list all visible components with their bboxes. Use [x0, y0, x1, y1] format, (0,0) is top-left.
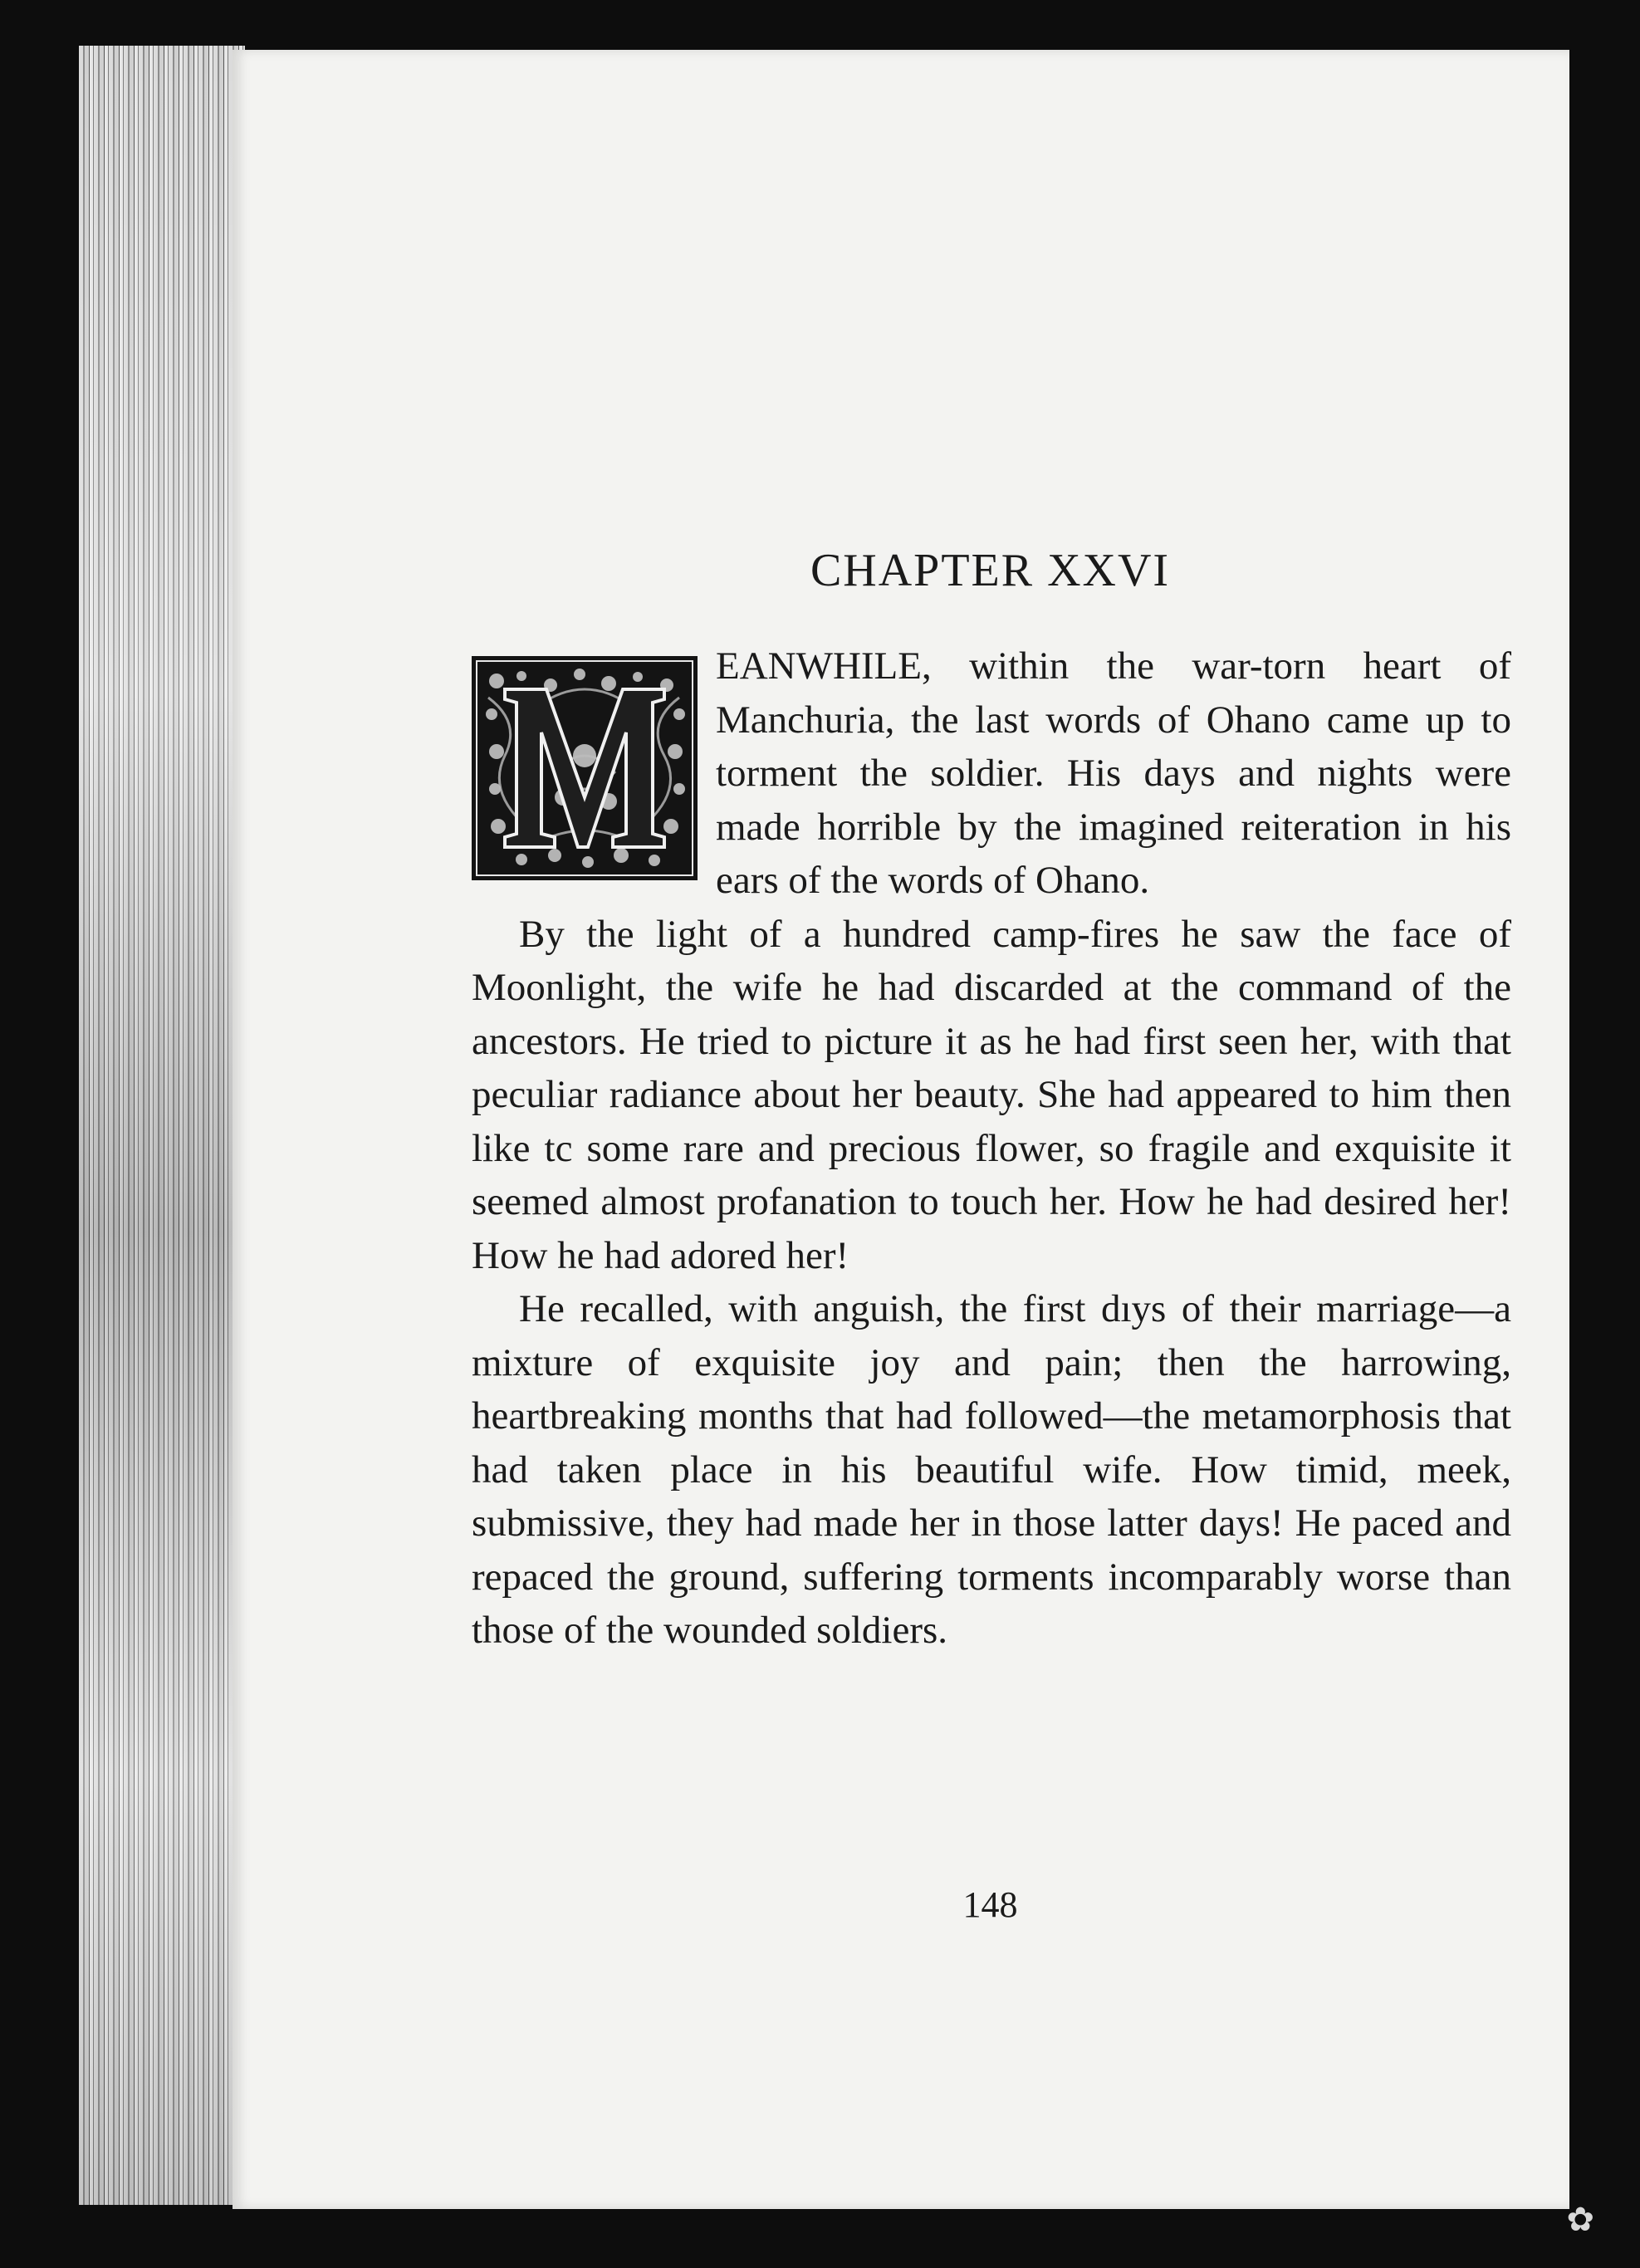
paragraph-1: EANWHILE, within the war-torn heart of Manchuria, the last words of Ohano came up to torment the soldier. His days and nights were made horrible by the imagined reiteration in his ears of the words of Ohano. — [716, 644, 1511, 902]
page-number: 148 — [962, 1884, 1018, 1925]
scan-speck-icon: ✿ — [1566, 2201, 1594, 2239]
chapter-body — [472, 639, 1511, 1658]
ornamental-initial-m-icon — [472, 656, 698, 880]
paragraph-3: He recalled, with anguish, the first dıys of their marriage—a mixture of exquisite joy and pain; then the harrowing, heartbreaking months that had followed—the metamorphosis that had taken place in his beautiful wife. How timid, meek, submissive, they had made her in those latter days! He paced and repaced the ground, suffering torments incomparably worse than those of the wounded soldiers. — [472, 1287, 1511, 1652]
paragraph-2: By the light of a hundred camp-fires he saw the face of Moonlight, the wife he had discarded at the command of the ancestors. He tried to picture it as he had first seen her, with that peculiar radiance about her beauty. She had appeared to him then like tc some rare and precious flower, so fragile and exquisite it seemed almost profanation to touch her. How he had desired her! How he had adored her! — [472, 912, 1511, 1277]
chapter-heading: CHAPTER XXVI — [810, 545, 1171, 596]
page-edges-shading — [79, 46, 245, 2205]
